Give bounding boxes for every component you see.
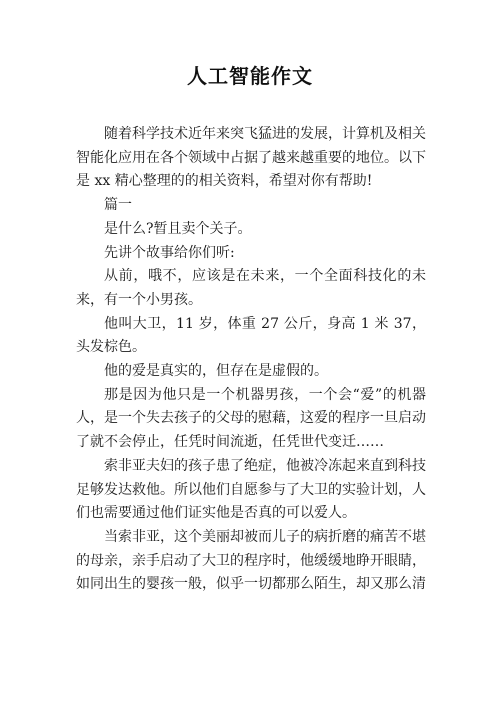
paragraph-section-heading: 篇一 bbox=[104, 197, 132, 214]
document-body bbox=[76, 123, 426, 597]
paragraph: 那是因为他只是一个机器男孩，一个会“爱”的机器人，是一个失去孩子的父母的慰藉，这爱的程序一旦启动了就不会停止，任凭时间流逝，任凭世代变迁…… bbox=[76, 386, 426, 451]
paragraph: 他叫大卫，11 岁，体重 27 公斤，身高 1 米 37，头发棕色。 bbox=[76, 315, 426, 356]
paragraph: 是什么?暂且卖个关子。 bbox=[104, 220, 252, 237]
paragraph: 从前，哦不，应该是在未来，一个全面科技化的未来，有一个小男孩。 bbox=[76, 268, 426, 308]
document-title: 人工智能作文 bbox=[187, 64, 313, 88]
paragraph-intro: 随着科学技术近年来突飞猛进的发展，计算机及相关智能化应用在各个领域中占据了越来越重要的地位。以下是 xx 精心整理的的相关资料，希望对你有帮助! bbox=[76, 126, 426, 190]
paragraph: 索非亚夫妇的孩子患了绝症，他被冷冻起来直到科技足够发达救他。所以他们自愿参与了大卫的实验计划，人们也需要通过他们证实他是否真的可以爱人。 bbox=[76, 457, 426, 522]
paragraph: 先讲个故事给你们听: bbox=[104, 244, 235, 261]
paragraph: 他的爱是真实的，但存在是虚假的。 bbox=[104, 363, 328, 380]
paragraph: 当索非亚，这个美丽却被而儿子的病折磨的痛苦不堪的母亲，亲手启动了大卫的程序时，他缓缓地睁开眼睛，如同出生的婴孩一般，似乎一切都那么陌生，却又那么清 bbox=[76, 528, 426, 593]
